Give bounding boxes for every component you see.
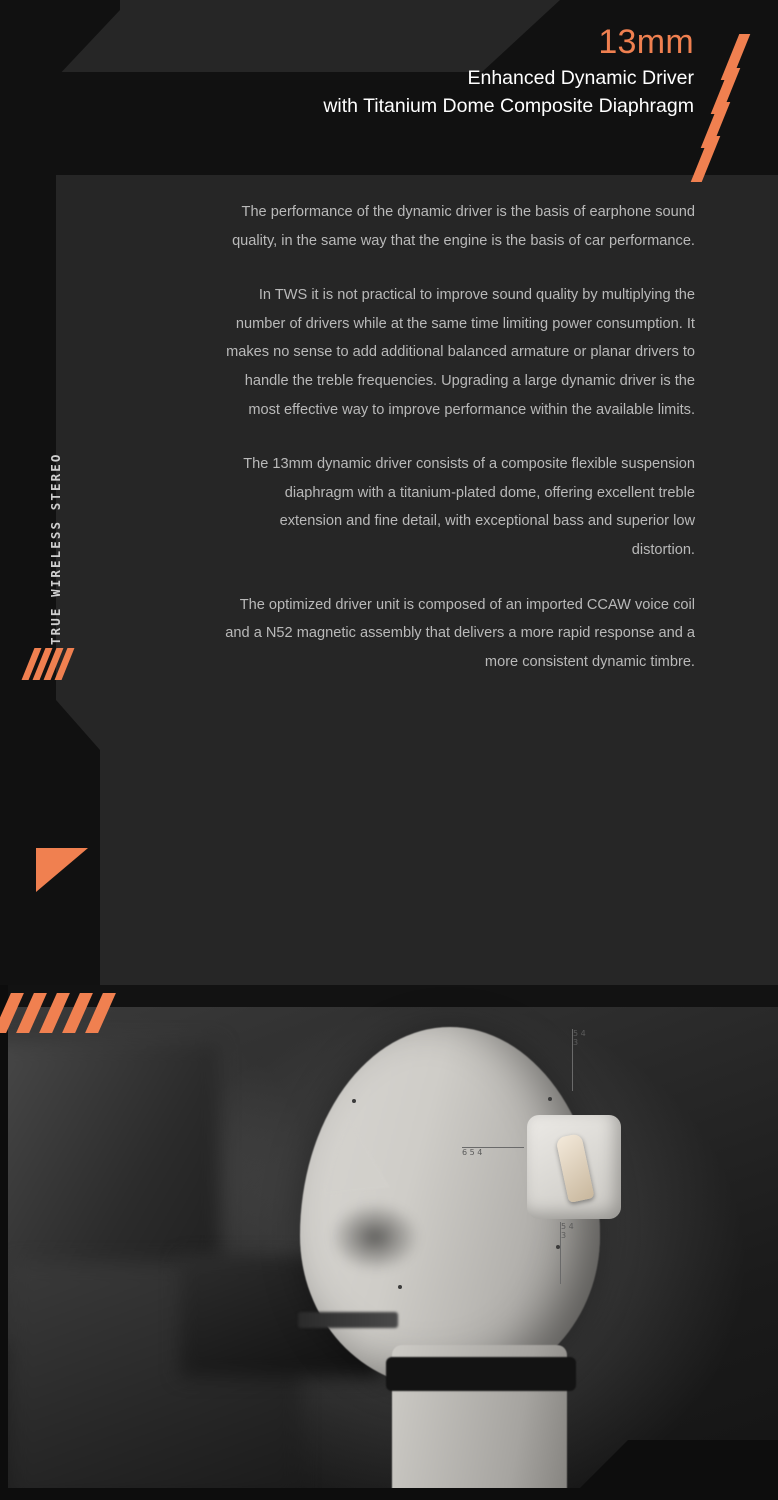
photo-bottom-bar — [0, 1488, 778, 1500]
slashes-photo-top-left — [0, 993, 140, 1035]
ruler-vertical-bottom: 5 4 3 — [560, 1222, 581, 1284]
body-copy — [225, 198, 695, 676]
microphone-stand — [298, 1312, 398, 1328]
product-photo-panel — [0, 985, 778, 1500]
cheek-shadow — [330, 1202, 420, 1272]
photo-left-edge — [0, 985, 8, 1500]
side-vertical-label: TRUE WIRELESS STEREO — [48, 452, 63, 645]
heading-line-2: with Titanium Dome Composite Diaphragm — [323, 95, 694, 117]
ruler-vertical-top: 5 4 3 — [572, 1029, 593, 1091]
mannequin-nose — [314, 1114, 389, 1195]
paragraph-4: The optimized driver unit is composed of an imported CCAW voice coil and a N52 magnetic assembly that delivers a more rapid response and a more consistent dynamic timbre. — [225, 596, 695, 670]
heading-driver-size: 13mm — [598, 23, 694, 61]
calibration-dot — [548, 1097, 552, 1101]
ruler-horizontal: 6 5 4 — [462, 1147, 524, 1168]
photo-image — [0, 1007, 778, 1500]
heading-block — [114, 22, 694, 120]
paragraph-1: The performance of the dynamic driver is the basis of earphone sound quality, in the same way that the engine is the basis of car performance. — [232, 204, 695, 249]
paragraph-3: The 13mm dynamic driver consists of a composite flexible suspension diaphragm with a titanium-plated dome, offering excellent treble extension and fine detail, with exceptional bass and superior low distortion. — [243, 456, 695, 558]
slashes-top-right — [694, 34, 756, 174]
mannequin-collar — [386, 1357, 576, 1391]
calibration-dot — [352, 1099, 356, 1103]
calibration-dot — [398, 1285, 402, 1289]
slashes-left-mid — [28, 648, 88, 682]
slashes-left-bottom — [36, 848, 92, 894]
heading-line-1: Enhanced Dynamic Driver — [467, 67, 694, 89]
paragraph-2: In TWS it is not practical to improve sound quality by multiplying the number of drivers while at the same time limiting power consumption. It makes no sense to add additional balanced armature or planar drivers to handle the treble frequencies. Upgrading a large dynamic driver is the most effective way to improve performance within the available limits. — [226, 287, 695, 418]
calibration-dot — [556, 1245, 560, 1249]
